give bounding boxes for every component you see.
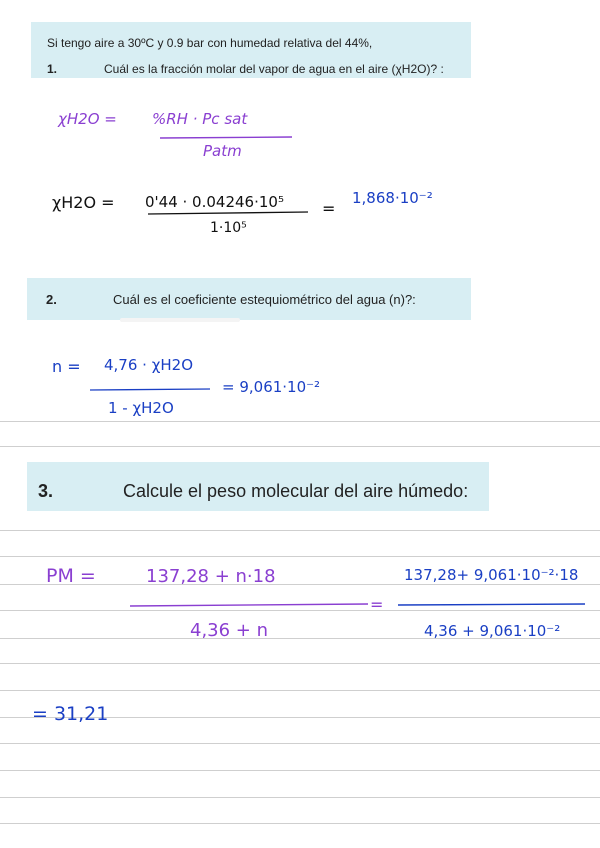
q3-substitution: [404, 566, 578, 640]
fraction-bar: [130, 604, 368, 606]
fraction-bar: [90, 389, 210, 390]
formula-numerator: 137,28 + n·18: [146, 566, 276, 587]
question-text: Cuál es la fracción molar del vapor de agua en el aire (χH2O)? :: [104, 62, 444, 76]
fraction-bar: [148, 212, 308, 214]
question-number: 3.: [38, 481, 54, 501]
formula-denominator: 4,36 + n: [190, 620, 269, 641]
formula-lhs: PM =: [46, 565, 96, 587]
question-text: Cuál es el coeficiente estequiométrico del agua (n)?:: [113, 292, 416, 307]
formula-denominator: Patm: [203, 142, 242, 160]
calc-numerator: 0'44 · 0.04246·10⁵: [145, 193, 284, 211]
calc-denominator: 1·10⁵: [210, 220, 247, 236]
calc-result: 1,868·10⁻²: [352, 189, 433, 207]
q1-formula: [57, 110, 248, 160]
question-text: Calcule el peso molecular del aire húmedo:: [123, 481, 469, 501]
formula-lhs: χH2O =: [58, 110, 117, 128]
fraction-bar: [160, 137, 292, 138]
calc-equals: =: [322, 199, 336, 218]
formula-equals: =: [370, 595, 384, 614]
q3-result: = 31,21: [32, 703, 109, 725]
intro-text: Si tengo aire a 30ºC y 0.9 bar con humedad relativa del 44%,: [47, 36, 373, 50]
calc-lhs: χH2O =: [52, 193, 115, 212]
calc-result: = 9,061·10⁻²: [222, 378, 321, 396]
calc-numerator: 4,76 · χH2O: [104, 356, 193, 374]
fraction-bar: [398, 604, 585, 605]
sub-denominator: 4,36 + 9,061·10⁻²: [424, 622, 561, 640]
formula-numerator: %RH · Pc sat: [152, 110, 248, 128]
q2-calc: [52, 356, 320, 417]
calc-denominator: 1 - χH2O: [108, 399, 174, 417]
q3-formula: [46, 565, 383, 641]
question-number: 1.: [47, 62, 58, 76]
sub-numerator: 137,28+ 9,061·10⁻²·18: [404, 566, 579, 584]
calc-lhs: n =: [52, 357, 81, 376]
question-number: 2.: [46, 292, 57, 307]
